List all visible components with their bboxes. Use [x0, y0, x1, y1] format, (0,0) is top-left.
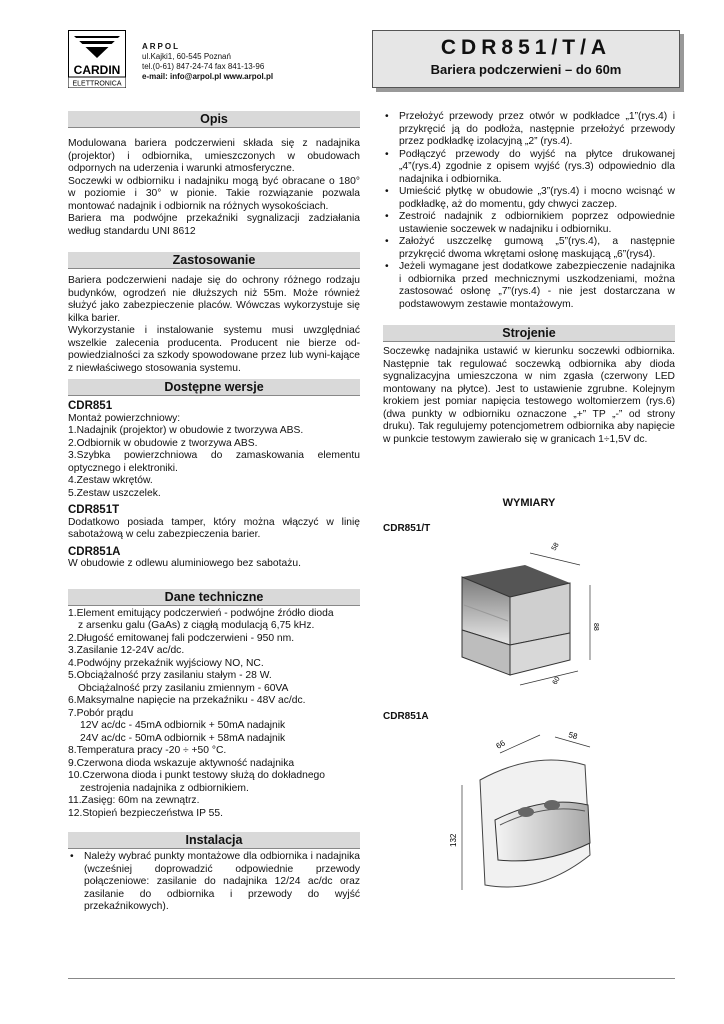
version-name: CDR851: [68, 400, 113, 412]
footer-divider: [68, 978, 675, 979]
spec-line: 12V ac/dc - 45mA odbiornik + 50mA nadajnik: [80, 720, 286, 731]
spec-line: 6.Maksymalne napięcie na przekaźniku - 48V ac/dc.: [68, 695, 306, 706]
company-name: ARPOL: [142, 42, 180, 51]
cdr851t-drawing: [440, 535, 600, 700]
company-info: [142, 42, 273, 82]
section-wersje-heading: Dostępne wersje: [68, 379, 360, 396]
product-model: CDR851/T/A: [440, 36, 612, 59]
version-item: 1.Nadajnik (projektor) w obudowie z tworzywa ABS.: [68, 425, 304, 436]
left-column: [68, 111, 360, 914]
spec-line: 2.Długość emitowanej fali podczerwieni - 950 nm.: [68, 632, 295, 644]
spec-line: 8.Temperatura pracy -20 ÷ +50 °C.: [68, 745, 227, 756]
section-opis-heading: Opis: [68, 111, 360, 128]
company-address: ul.Kajki1, 60-545 Poznań: [142, 52, 231, 61]
spec-line: 1.Element emitujący podczerwień - podwójne źródło dioda: [68, 607, 334, 619]
right-column: [383, 111, 675, 446]
section-instalacja-heading: Instalacja: [68, 832, 360, 849]
section-zastosowanie-heading: Zastosowanie: [68, 252, 360, 269]
spec-line: z arsenku galu (GaAs) z ciągłą modulacją 6,75 kHz.: [78, 620, 315, 631]
section-strojenie-heading: Strojenie: [383, 325, 675, 342]
spec-line: 4.Podwójny przekaźnik wyjściowy NO, NC.: [68, 657, 264, 669]
svg-text:132: 132: [449, 833, 458, 847]
strojenie-paragraph: Soczewkę nadajnika ustawić w kierunku soczewki odbiornika. Następnie tak regulować soczewką odbiornika aby dioda sygnalizacyjna umieszczona w nim zgasła (czerwony LED montowany na płytce). Jest to ustawienie zgrubne. Kolejnym krokiem jest pomiar napięcia testowego woltomierzem (rys.6) (dwa punkty w odbiorniku oznaczone „+” TP „-” od strony druku). Tak regulujemy potencjometrem odbiornika aby napięcie w punkcie testowym zawierało się w granicach 1÷1,5V dc.: [383, 346, 675, 445]
section-dane-heading: Dane techniczne: [68, 589, 360, 606]
version-name: CDR851A: [68, 545, 121, 558]
zastosowanie-paragraph: Wykorzystanie i instalowanie systemu musi uwzględniać wszelkie zalecenia producenta. Producent nie bierze od-powiedzialności za szkody spowodowane przez lub wyni-kające z niewłaściwego stosowania systemu.: [68, 325, 360, 374]
version-intro: Montaż powierzchniowy:: [68, 412, 181, 424]
spec-line: 5.Obciążalność przy zasilaniu stałym - 28 W.: [68, 670, 272, 681]
svg-text:60: 60: [551, 675, 562, 686]
version-item: 5.Zestaw uszczelek.: [68, 487, 161, 499]
svg-text:58: 58: [550, 541, 561, 552]
version-text: Dodatkowo posiada tamper, który można włączyć w linię sabotażową w celu zabezpieczenia barier.: [68, 516, 360, 540]
cdr851a-drawing: [440, 725, 620, 930]
version-item: 3.Szybka powierzchniowa do zamaskowania elementu optycznego i elektroniki.: [68, 450, 360, 474]
product-subtitle: Bariera podczerwieni – do 60m: [430, 62, 622, 77]
install-step: • Zestroić nadajnik z odbiornikiem poprzez odpowiednie ustawienie soczewek w nadajniku i odbiorniku.: [383, 211, 675, 236]
wymiary-heading: WYMIARY: [502, 497, 556, 509]
spec-line: Obciążalność przy zasilaniu zmiennym - 60VA: [78, 682, 289, 694]
spec-line: zestrojenia nadajnika z odbiornikiem.: [80, 782, 249, 794]
install-step: • Umieścić płytkę w obudowie „3”(rys.4) i mocno wcisnąć w podkładkę, aż do momentu, gdy chwyci zaczep.: [383, 186, 675, 211]
svg-text:88: 88: [592, 623, 599, 631]
install-step: • Należy wybrać punkty montażowe dla odbiornika i nadajnika (wcześniej doprowadzić odpowiednie przewody połączeniowe: zasilanie do nadajnika 12/24 ac/dc oraz zasilanie do odbiornika i przewody do wyjść przekaźnikowych).: [68, 851, 360, 914]
figure-label-cdr851t: CDR851/T: [383, 523, 431, 534]
version-text: W obudowie z odlewu aluminiowego bez sabotażu.: [68, 558, 301, 569]
version-name: CDR851T: [68, 504, 120, 516]
opis-paragraph: Bariera ma podwójne przekaźniki sygnalizacji zadziałania według standardu UNI 8612: [68, 213, 360, 237]
product-title-box: [372, 30, 680, 88]
zastosowanie-paragraph: Bariera podczerwieni nadaje się do ochrony różnego rodzaju budynków, ogrodzeń nie dłuższych niż 55m. Może również służyć jako zabezpieczenie placów. Wówczas wykorzystuje się kilka barier.: [68, 275, 360, 324]
svg-text:66: 66: [494, 738, 507, 751]
version-item: 2.Odbiornik w obudowie z tworzywa ABS.: [68, 437, 258, 449]
install-step: • Podłączyć przewody do wyjść na płytce drukowanej „4”(rys.4) zgodnie z opisem wyjść (rys.3) odpowiednio dla nadajnika i odbiornika.: [383, 149, 675, 187]
install-step: • Jeżeli wymagane jest dodatkowe zabezpieczenie nadajnika i odbiornika przed mechnicznymi uszkodzeniami, można zastosować osłonę „7”(rys.4) - nie jest dostarczana w podstawowym zestawie montażowym.: [383, 261, 675, 311]
opis-paragraph: Modulowana bariera podczerwieni składa się z nadajnika (projektor) i odbiornika, umieszczonych w obudowach odpornych na uderzenia i warunki atmosferyczne.: [68, 138, 360, 174]
svg-text:ELETTRONICA: ELETTRONICA: [72, 80, 122, 88]
install-step: • Przełożyć przewody przez otwór w podkładce „1”(rys.4) i przykręcić ją do podłoża, następnie przełożyć przewody przez podkładkę izolacyjną „2” (rys.4).: [383, 111, 675, 149]
spec-line: 11.Zasięg: 60m na zewnątrz.: [68, 795, 200, 806]
cardin-logo: [68, 30, 126, 88]
spec-line: 3.Zasilanie 12-24V ac/dc.: [68, 645, 185, 656]
figure-label-cdr851a: CDR851A: [383, 711, 429, 722]
spec-line: 9.Czerwona dioda wskazuje aktywność nadajnika: [68, 757, 295, 769]
install-step: • Założyć uszczelkę gumową „5”(rys.4), a następnie przykręcić dwoma wkrętami osłonę maskującą „6”(rys4).: [383, 236, 675, 261]
spec-line: 12.Stopień bezpieczeństwa IP 55.: [68, 807, 223, 819]
company-phone: tel.(0-61) 847-24-74 fax 841-13-96: [142, 62, 265, 71]
svg-text:58: 58: [567, 730, 579, 742]
spec-line: 24V ac/dc - 50mA odbiornik + 58mA nadajnik: [80, 732, 286, 744]
version-item: 4.Zestaw wkrętów.: [68, 475, 153, 486]
opis-paragraph: Soczewki w odbiorniku i nadajniku mogą być obracane o 180° w poziomie i 30° w pionie. Takie rozwiązanie pozwala montować nadajnik i odbiornik na różnych wysokościach.: [68, 175, 360, 212]
company-contact: e-mail: info@arpol.pl www.arpol.pl: [142, 72, 274, 81]
spec-line: 7.Pobór prądu: [68, 707, 134, 719]
spec-line: 10.Czerwona dioda i punkt testowy służą do dokładnego: [68, 770, 326, 781]
svg-text:CARDIN: CARDIN: [73, 63, 121, 77]
